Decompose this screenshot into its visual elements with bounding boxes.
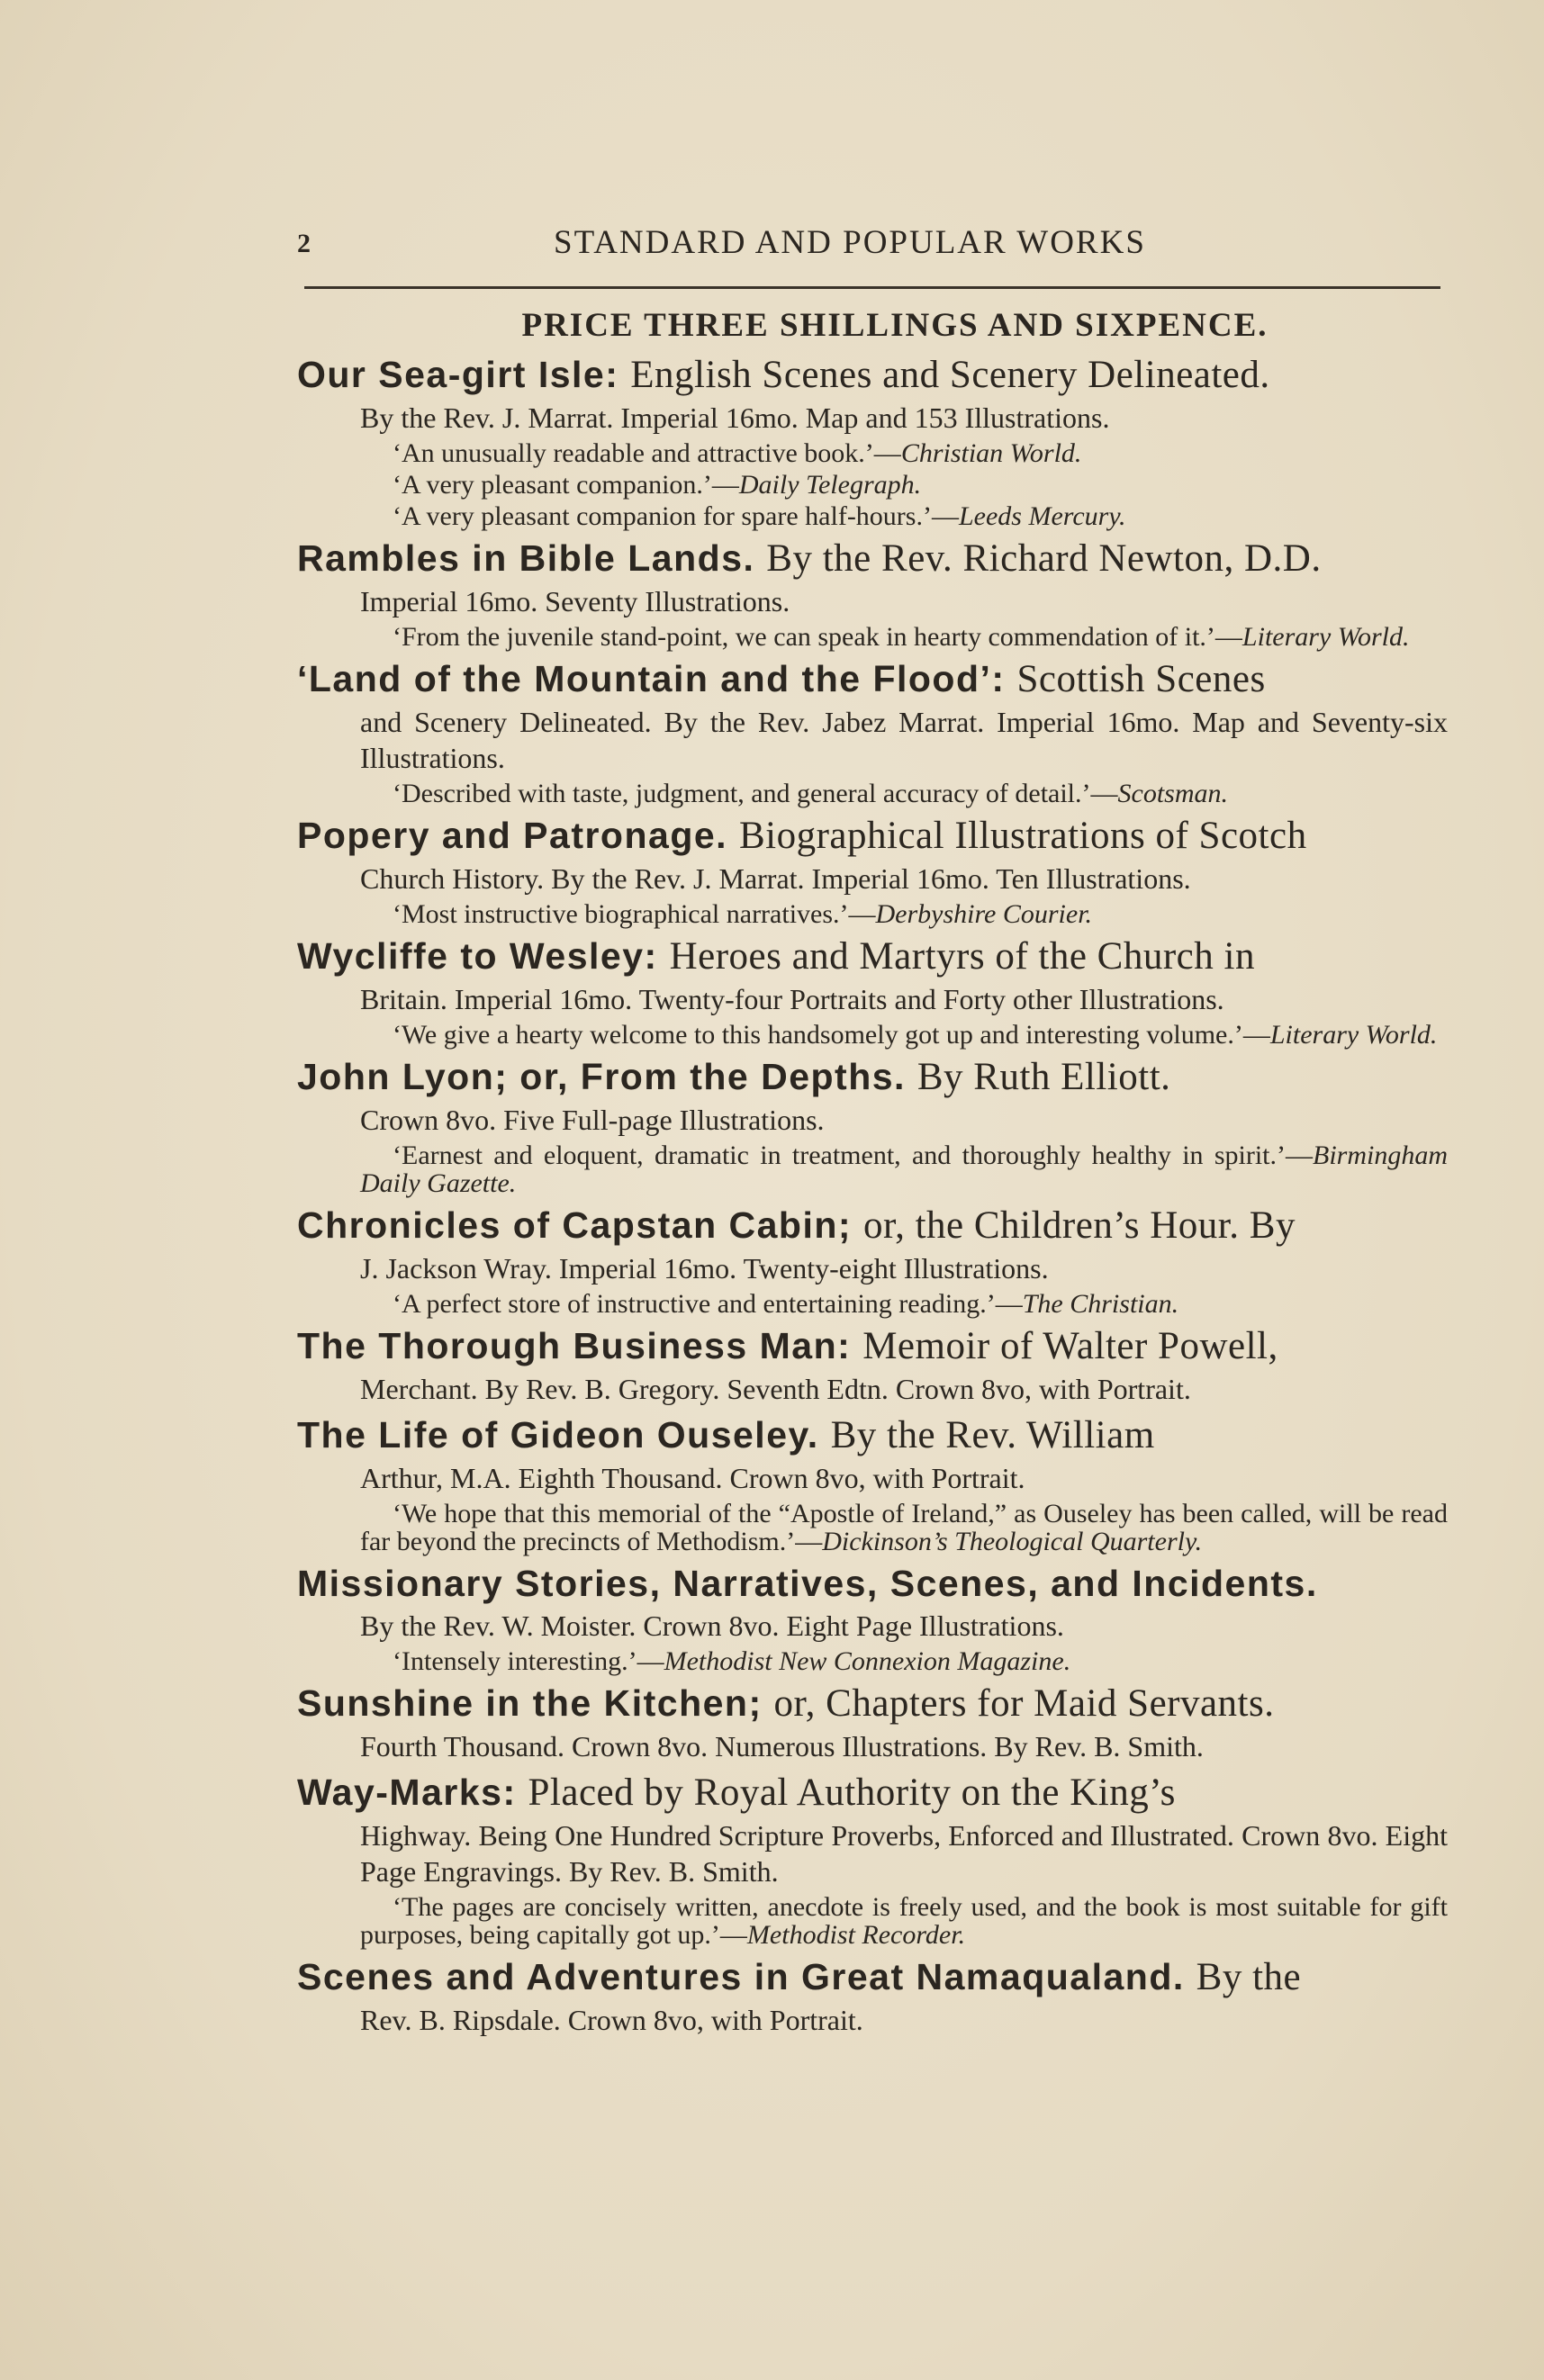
review-text: ‘The pages are concisely written, anecdote is freely used, and the book is most suitable for gift purposes, being capitally got up.’—	[360, 1892, 1448, 1950]
catalogue-content	[297, 306, 1448, 2038]
catalogue-entry	[297, 1561, 1448, 1675]
entry-title-main: The Life of Gideon Ouseley.	[297, 1414, 819, 1456]
entry-title	[297, 1561, 1448, 1606]
entry-description: Crown 8vo. Five Full-page Illustrations.	[360, 1104, 825, 1136]
entry-title	[297, 1323, 1448, 1369]
catalogue-entry	[297, 1954, 1448, 2038]
entry-description: Britain. Imperial 16mo. Twenty-four Portraits and Forty other Illustrations.	[360, 983, 1224, 1015]
entry-subtitle: English Scenes and Scenery Delineated.	[630, 354, 1270, 396]
review-source: Literary World.	[1269, 1020, 1438, 1050]
review-text: ‘A very pleasant companion for spare half-hours.’—	[393, 501, 959, 531]
catalogue-entry	[297, 1323, 1448, 1407]
entry-description: By the Rev. J. Marrat. Imperial 16mo. Map and 153 Illustrations.	[360, 401, 1110, 434]
entry-title	[297, 1203, 1448, 1249]
entry-description: J. Jackson Wray. Imperial 16mo. Twenty-eight Illustrations.	[360, 1252, 1049, 1285]
review-source: Scotsman.	[1117, 779, 1229, 808]
header-rule	[304, 286, 1440, 289]
review-quote	[297, 1021, 1448, 1049]
page-header	[297, 223, 1440, 268]
review-text: ‘Described with taste, judgment, and general accuracy of detail.’—	[393, 779, 1118, 808]
entry-title	[297, 656, 1448, 702]
entry-title-main: Popery and Patronage.	[297, 815, 728, 856]
entry-title-main: Way-Marks:	[297, 1771, 517, 1813]
review-quote	[297, 1500, 1448, 1555]
entry-subtitle: Biographical Illustrations of Scotch	[738, 815, 1307, 857]
review-quote	[297, 502, 1448, 530]
review-quote	[297, 1893, 1448, 1949]
review-quote	[297, 439, 1448, 467]
catalogue-entry	[297, 536, 1448, 651]
review-quote	[297, 471, 1448, 499]
review-quote	[297, 1290, 1448, 1318]
entry-description: Highway. Being One Hundred Scripture Proverbs, Enforced and Illustrated. Crown 8vo. Eight Page Engravings. By Rev. B. Smith.	[360, 1819, 1448, 1888]
review-source: Methodist Recorder.	[746, 1920, 966, 1950]
catalogue-entry	[297, 1681, 1448, 1764]
entry-description: By the Rev. W. Moister. Crown 8vo. Eight Page Illustrations.	[360, 1609, 1064, 1642]
entry-description: Arthur, M.A. Eighth Thousand. Crown 8vo, with Portrait.	[360, 1462, 1025, 1494]
entry-description: Imperial 16mo. Seventy Illustrations.	[360, 585, 790, 618]
entry-title	[297, 813, 1448, 859]
review-text: ‘Earnest and eloquent, dramatic in treatment, and thoroughly healthy in spirit.’—	[393, 1140, 1313, 1170]
entry-description: Rev. B. Ripsdale. Crown 8vo, with Portrait.	[360, 2004, 863, 2036]
review-quote	[297, 623, 1448, 651]
review-text: ‘Most instructive biographical narratives.’—	[393, 899, 876, 929]
review-text: ‘A very pleasant companion.’—	[393, 470, 739, 500]
entry-subtitle: Memoir of Walter Powell,	[862, 1325, 1278, 1367]
review-text: ‘A perfect store of instructive and entertaining reading.’—	[393, 1289, 1023, 1319]
review-source: Leeds Mercury.	[958, 501, 1126, 531]
entry-title	[297, 352, 1448, 398]
entry-list	[297, 352, 1448, 2038]
entry-title-main: Wycliffe to Wesley:	[297, 935, 658, 977]
entry-title-main: Sunshine in the Kitchen;	[297, 1682, 763, 1724]
catalogue-entry	[297, 656, 1448, 807]
page-number: 2	[297, 229, 311, 258]
review-source: Dickinson’s Theological Quarterly.	[822, 1527, 1203, 1556]
catalogue-entry	[297, 1054, 1448, 1197]
review-source: Literary World.	[1242, 622, 1410, 652]
entry-title	[297, 1954, 1448, 2000]
entry-title-main: Our Sea-girt Isle:	[297, 354, 619, 395]
entry-description: and Scenery Delineated. By the Rev. Jabez Marrat. Imperial 16mo. Map and Seventy-six Illustrations.	[360, 706, 1448, 774]
review-source: Methodist New Connexion Magazine.	[664, 1646, 1071, 1676]
review-text: ‘We give a hearty welcome to this handsomely got up and interesting volume.’—	[393, 1020, 1270, 1050]
entry-title-main: ‘Land of the Mountain and the Flood’:	[297, 658, 1006, 699]
section-heading: PRICE THREE SHILLINGS AND SIXPENCE.	[521, 307, 1269, 344]
entry-subtitle: By the Rev. William	[830, 1414, 1155, 1456]
catalogue-entry	[297, 813, 1448, 928]
running-title: STANDARD AND POPULAR WORKS	[554, 224, 1146, 261]
review-text: ‘Intensely interesting.’—	[393, 1646, 664, 1676]
review-quote	[297, 1647, 1448, 1675]
entry-subtitle: Scottish Scenes	[1016, 658, 1266, 700]
entry-title-main: Chronicles of Capstan Cabin;	[297, 1204, 853, 1246]
entry-title-main: Rambles in Bible Lands.	[297, 537, 755, 579]
review-quote	[297, 900, 1448, 928]
entry-title	[297, 933, 1448, 979]
review-source: The Christian.	[1022, 1289, 1179, 1319]
entry-subtitle: Heroes and Martyrs of the Church in	[669, 935, 1255, 978]
entry-title	[297, 1770, 1448, 1816]
entry-title	[297, 1054, 1448, 1100]
entry-title	[297, 1412, 1448, 1458]
catalogue-entry	[297, 1203, 1448, 1318]
entry-subtitle: or, Chapters for Maid Servants.	[773, 1682, 1275, 1725]
catalogue-entry	[297, 352, 1448, 530]
entry-description: Merchant. By Rev. B. Gregory. Seventh Edtn. Crown 8vo, with Portrait.	[360, 1373, 1191, 1405]
entry-subtitle: or, the Children’s Hour. By	[862, 1204, 1296, 1247]
review-text: ‘An unusually readable and attractive book.’—	[393, 438, 901, 468]
review-source: Daily Telegraph.	[738, 470, 922, 500]
entry-description: Fourth Thousand. Crown 8vo. Numerous Illustrations. By Rev. B. Smith.	[360, 1730, 1204, 1762]
entry-subtitle: By Ruth Elliott.	[916, 1056, 1171, 1098]
entry-title-main: Missionary Stories, Narratives, Scenes, and Incidents.	[297, 1563, 1318, 1604]
review-source: Birmingham Daily Gazette.	[360, 1140, 1448, 1198]
entry-title-main: Scenes and Adventures in Great Namaqualand.	[297, 1956, 1185, 1997]
entry-title-main: John Lyon; or, From the Depths.	[297, 1056, 906, 1097]
catalogue-entry	[297, 1770, 1448, 1949]
review-text: ‘From the juvenile stand-point, we can speak in hearty commendation of it.’—	[393, 622, 1242, 652]
entry-title	[297, 1681, 1448, 1726]
entry-subtitle: By the Rev. Richard Newton, D.D.	[766, 537, 1322, 580]
review-quote	[297, 1141, 1448, 1197]
entry-description: Church History. By the Rev. J. Marrat. Imperial 16mo. Ten Illustrations.	[360, 862, 1191, 895]
catalogue-entry	[297, 933, 1448, 1049]
entry-subtitle: By the	[1196, 1956, 1302, 1998]
entry-subtitle: Placed by Royal Authority on the King’s	[528, 1771, 1176, 1814]
entry-title-main: The Thorough Business Man:	[297, 1325, 852, 1366]
catalogue-entry	[297, 1412, 1448, 1555]
review-source: Christian World.	[900, 438, 1082, 468]
review-source: Derbyshire Courier.	[875, 899, 1093, 929]
review-quote	[297, 780, 1448, 807]
review-text: ‘We hope that this memorial of the “Apostle of Ireland,” as Ouseley has been called, will be read far beyond the precincts of Methodism.’—	[360, 1499, 1448, 1556]
entry-title	[297, 536, 1448, 581]
